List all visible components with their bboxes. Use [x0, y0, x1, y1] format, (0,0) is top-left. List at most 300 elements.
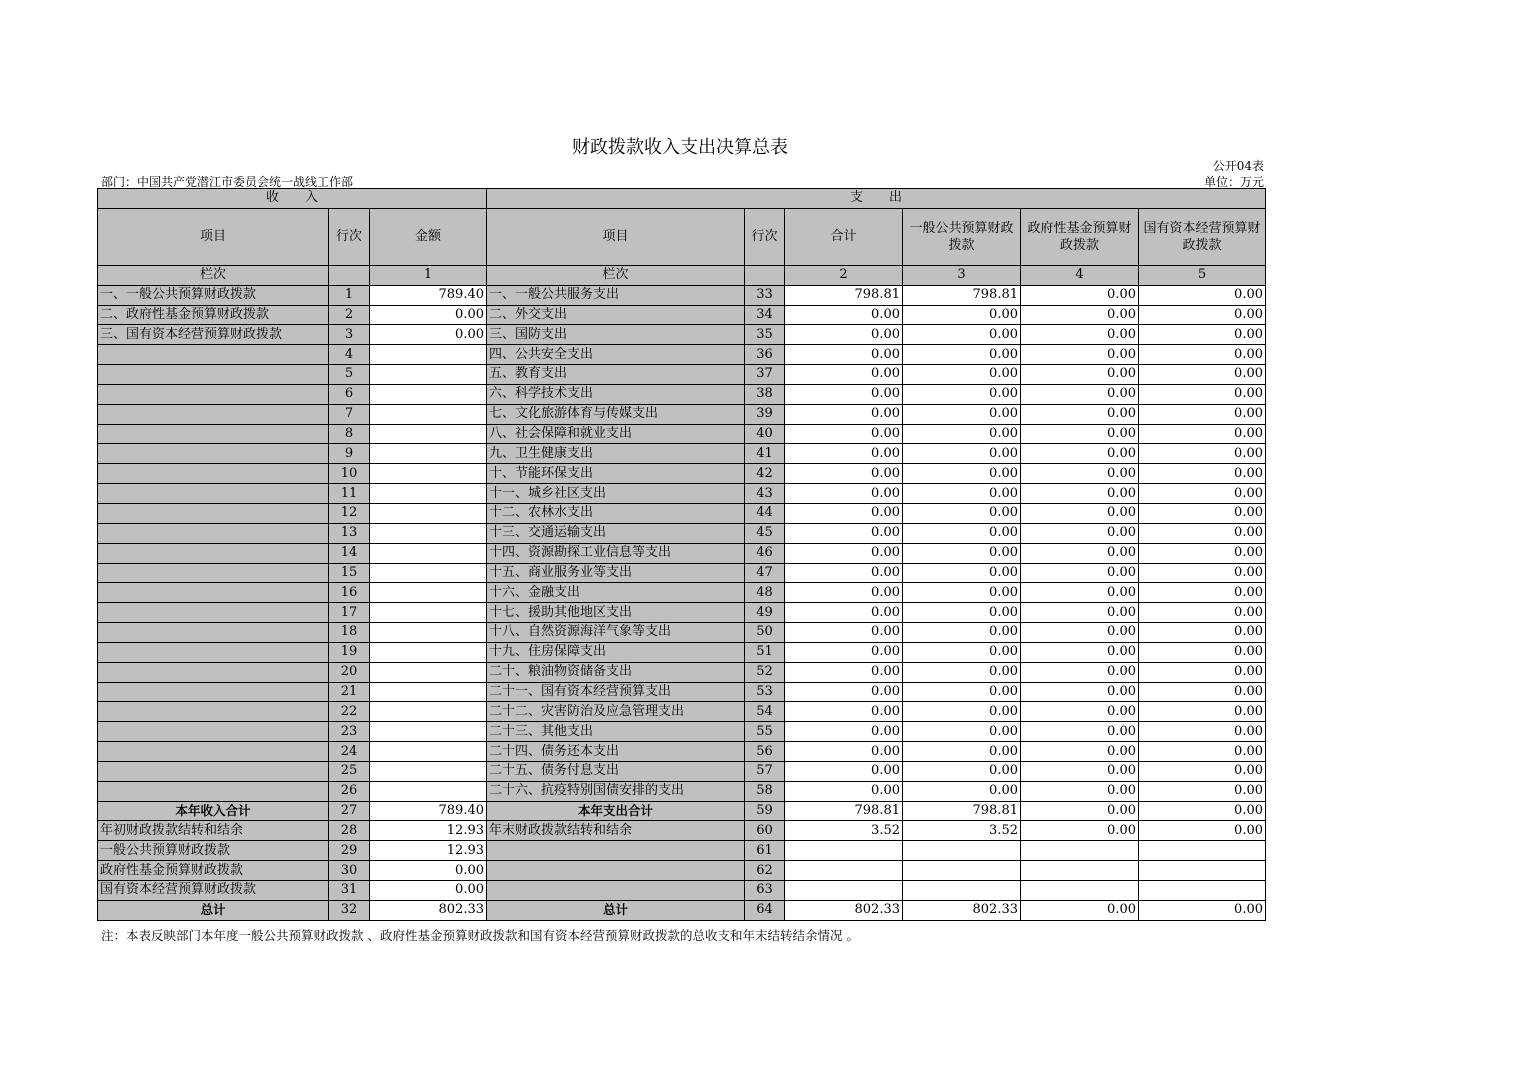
- expense-general-budget: 0.00: [903, 781, 1021, 801]
- expense-row-no: 61: [745, 841, 785, 861]
- table-row: [98, 424, 1266, 444]
- expense-item: 二十四、债务还本支出: [487, 742, 745, 762]
- expense-item: [487, 881, 745, 901]
- summary-row: [98, 861, 1266, 881]
- expense-item: 十六、金融支出: [487, 583, 745, 603]
- income-amount: [370, 781, 487, 801]
- income-amount: [370, 623, 487, 643]
- expense-gov-fund: 0.00: [1021, 583, 1139, 603]
- expense-total: 0.00: [785, 642, 903, 662]
- col-header-expense-row-no: 行次: [745, 208, 785, 265]
- income-amount: [370, 384, 487, 404]
- income-row-no: 16: [329, 583, 370, 603]
- expense-total: 3.52: [785, 821, 903, 841]
- income-amount: [370, 404, 487, 424]
- expense-general-budget: 0.00: [903, 722, 1021, 742]
- expense-gov-fund: 0.00: [1021, 484, 1139, 504]
- expense-gov-fund: 0.00: [1021, 821, 1139, 841]
- expense-row-no: 33: [745, 285, 785, 305]
- income-amount: 802.33: [370, 900, 487, 920]
- income-row-no: 14: [329, 543, 370, 563]
- expense-general-budget: 0.00: [903, 365, 1021, 385]
- income-amount: [370, 345, 487, 365]
- expense-row-no: 63: [745, 881, 785, 901]
- expense-item: 总计: [487, 900, 745, 920]
- expense-row-no: 54: [745, 702, 785, 722]
- table-row: [98, 642, 1266, 662]
- expense-general-budget: 0.00: [903, 523, 1021, 543]
- expense-total: [785, 841, 903, 861]
- expense-item: 四、公共安全支出: [487, 345, 745, 365]
- expense-general-budget: 0.00: [903, 603, 1021, 623]
- expense-row-no: 62: [745, 861, 785, 881]
- income-item: 本年收入合计: [98, 801, 329, 821]
- income-item: 一、一般公共预算财政拨款: [98, 285, 329, 305]
- income-row-no: 25: [329, 761, 370, 781]
- expense-total: 802.33: [785, 900, 903, 920]
- expense-row-no: 42: [745, 464, 785, 484]
- expense-item: 年末财政拨款结转和结余: [487, 821, 745, 841]
- expense-row-no: 60: [745, 821, 785, 841]
- table-row: [98, 682, 1266, 702]
- expense-row-no: 36: [745, 345, 785, 365]
- income-item: [98, 761, 329, 781]
- section-header-row: [98, 189, 1266, 209]
- table-row: [98, 404, 1266, 424]
- expense-total: 0.00: [785, 761, 903, 781]
- expense-general-budget: 0.00: [903, 583, 1021, 603]
- col-header-income-item: 项目: [98, 208, 329, 265]
- expense-total: 0.00: [785, 662, 903, 682]
- income-amount: [370, 603, 487, 623]
- income-amount: [370, 484, 487, 504]
- income-row-no: 15: [329, 563, 370, 583]
- expense-total: 0.00: [785, 603, 903, 623]
- summary-row: [98, 900, 1266, 920]
- expense-general-budget: 0.00: [903, 424, 1021, 444]
- income-item: [98, 642, 329, 662]
- table-row: [98, 722, 1266, 742]
- income-item: [98, 662, 329, 682]
- income-amount: 12.93: [370, 841, 487, 861]
- column-index-4: 4: [1021, 265, 1139, 285]
- expense-general-budget: 0.00: [903, 662, 1021, 682]
- expense-item: 一、一般公共服务支出: [487, 285, 745, 305]
- income-item: 三、国有资本经营预算财政拨款: [98, 325, 329, 345]
- expense-item: 十四、资源勘探工业信息等支出: [487, 543, 745, 563]
- table-row: [98, 384, 1266, 404]
- income-amount: 789.40: [370, 285, 487, 305]
- income-row-no: 7: [329, 404, 370, 424]
- expense-item: 八、社会保障和就业支出: [487, 424, 745, 444]
- expense-gov-fund: 0.00: [1021, 563, 1139, 583]
- expense-total: [785, 881, 903, 901]
- expense-row-no: 41: [745, 444, 785, 464]
- expense-row-no: 59: [745, 801, 785, 821]
- expense-gov-fund: [1021, 841, 1139, 861]
- expense-row-no: 53: [745, 682, 785, 702]
- expense-state-capital: 0.00: [1139, 821, 1266, 841]
- expense-row-no: 47: [745, 563, 785, 583]
- expense-row-no: 49: [745, 603, 785, 623]
- expense-state-capital: [1139, 881, 1266, 901]
- income-row-no: 17: [329, 603, 370, 623]
- income-row-no: 22: [329, 702, 370, 722]
- column-index-blank: [745, 265, 785, 285]
- table-body: [98, 285, 1266, 920]
- income-item: [98, 583, 329, 603]
- income-item: 国有资本经营预算财政拨款: [98, 881, 329, 901]
- expense-general-budget: 0.00: [903, 563, 1021, 583]
- expense-gov-fund: 0.00: [1021, 464, 1139, 484]
- expense-gov-fund: 0.00: [1021, 662, 1139, 682]
- income-amount: [370, 563, 487, 583]
- expense-gov-fund: 0.00: [1021, 722, 1139, 742]
- expense-general-budget: 798.81: [903, 285, 1021, 305]
- expense-gov-fund: 0.00: [1021, 761, 1139, 781]
- expense-row-no: 43: [745, 484, 785, 504]
- income-amount: 0.00: [370, 325, 487, 345]
- expense-gov-fund: 0.00: [1021, 682, 1139, 702]
- table-row: [98, 325, 1266, 345]
- column-index-label: 栏次: [98, 265, 329, 285]
- expense-row-no: 34: [745, 305, 785, 325]
- expense-row-no: 56: [745, 742, 785, 762]
- income-amount: [370, 722, 487, 742]
- income-item: [98, 781, 329, 801]
- income-amount: 0.00: [370, 305, 487, 325]
- expense-state-capital: 0.00: [1139, 781, 1266, 801]
- expense-state-capital: 0.00: [1139, 285, 1266, 305]
- expense-general-budget: 0.00: [903, 384, 1021, 404]
- expense-total: [785, 861, 903, 881]
- income-amount: [370, 583, 487, 603]
- expense-total: 0.00: [785, 742, 903, 762]
- expense-gov-fund: 0.00: [1021, 365, 1139, 385]
- income-row-no: 2: [329, 305, 370, 325]
- col-header-total: 合计: [785, 208, 903, 265]
- expense-gov-fund: 0.00: [1021, 285, 1139, 305]
- expense-state-capital: 0.00: [1139, 603, 1266, 623]
- expense-gov-fund: [1021, 881, 1139, 901]
- income-amount: [370, 543, 487, 563]
- table-row: [98, 623, 1266, 643]
- unit-label: 单位：万元: [1203, 175, 1264, 189]
- expense-total: 0.00: [785, 682, 903, 702]
- expense-item: 二十六、抗疫特别国债安排的支出: [487, 781, 745, 801]
- expense-total: 798.81: [785, 285, 903, 305]
- expense-row-no: 37: [745, 365, 785, 385]
- expense-state-capital: 0.00: [1139, 742, 1266, 762]
- expense-gov-fund: 0.00: [1021, 543, 1139, 563]
- expense-general-budget: 0.00: [903, 464, 1021, 484]
- expense-total: 0.00: [785, 702, 903, 722]
- income-row-no: 18: [329, 623, 370, 643]
- expense-gov-fund: 0.00: [1021, 345, 1139, 365]
- expense-row-no: 50: [745, 623, 785, 643]
- expense-general-budget: 798.81: [903, 801, 1021, 821]
- expense-gov-fund: 0.00: [1021, 444, 1139, 464]
- expense-row-no: 48: [745, 583, 785, 603]
- expense-gov-fund: 0.00: [1021, 325, 1139, 345]
- income-row-no: 23: [329, 722, 370, 742]
- expense-total: 0.00: [785, 781, 903, 801]
- income-amount: [370, 444, 487, 464]
- table-row: [98, 742, 1266, 762]
- budget-table: [97, 188, 1266, 921]
- form-code: 公开04表: [1212, 159, 1264, 173]
- expense-general-budget: 0.00: [903, 543, 1021, 563]
- expense-gov-fund: 0.00: [1021, 404, 1139, 424]
- income-amount: 789.40: [370, 801, 487, 821]
- expense-gov-fund: 0.00: [1021, 603, 1139, 623]
- expense-state-capital: 0.00: [1139, 682, 1266, 702]
- expense-item: [487, 841, 745, 861]
- expense-state-capital: 0.00: [1139, 305, 1266, 325]
- income-amount: 0.00: [370, 861, 487, 881]
- expense-state-capital: 0.00: [1139, 384, 1266, 404]
- expense-row-no: 57: [745, 761, 785, 781]
- expense-state-capital: 0.00: [1139, 583, 1266, 603]
- income-row-no: 21: [329, 682, 370, 702]
- page-title: 财政拨款收入支出决算总表: [572, 137, 788, 158]
- income-item: [98, 623, 329, 643]
- expense-item: 十八、自然资源海洋气象等支出: [487, 623, 745, 643]
- table-row: [98, 603, 1266, 623]
- expense-total: 0.00: [785, 484, 903, 504]
- income-item: [98, 742, 329, 762]
- expense-state-capital: 0.00: [1139, 801, 1266, 821]
- expense-state-capital: 0.00: [1139, 662, 1266, 682]
- col-header-amount: 金额: [370, 208, 487, 265]
- income-item: 年初财政拨款结转和结余: [98, 821, 329, 841]
- expense-state-capital: 0.00: [1139, 543, 1266, 563]
- income-row-no: 11: [329, 484, 370, 504]
- expense-item: 十二、农林水支出: [487, 503, 745, 523]
- expense-general-budget: 0.00: [903, 345, 1021, 365]
- income-row-no: 27: [329, 801, 370, 821]
- income-item: [98, 563, 329, 583]
- table-row: [98, 563, 1266, 583]
- expense-item: 六、科学技术支出: [487, 384, 745, 404]
- expense-total: 0.00: [785, 365, 903, 385]
- expense-item: 二十五、债务付息支出: [487, 761, 745, 781]
- expense-state-capital: 0.00: [1139, 464, 1266, 484]
- expense-gov-fund: 0.00: [1021, 384, 1139, 404]
- expense-row-no: 46: [745, 543, 785, 563]
- income-amount: [370, 365, 487, 385]
- income-row-no: 4: [329, 345, 370, 365]
- expense-general-budget: 0.00: [903, 623, 1021, 643]
- expense-gov-fund: 0.00: [1021, 305, 1139, 325]
- expense-total: 0.00: [785, 404, 903, 424]
- expense-item: 二十、粮油物资储备支出: [487, 662, 745, 682]
- expense-row-no: 51: [745, 642, 785, 662]
- income-row-no: 28: [329, 821, 370, 841]
- expense-row-no: 58: [745, 781, 785, 801]
- income-amount: [370, 761, 487, 781]
- income-row-no: 6: [329, 384, 370, 404]
- expense-state-capital: 0.00: [1139, 702, 1266, 722]
- table-row: [98, 702, 1266, 722]
- income-amount: 12.93: [370, 821, 487, 841]
- expense-state-capital: 0.00: [1139, 503, 1266, 523]
- income-row-no: 31: [329, 881, 370, 901]
- expense-state-capital: 0.00: [1139, 523, 1266, 543]
- income-item: [98, 543, 329, 563]
- table-row: [98, 781, 1266, 801]
- expense-total: 798.81: [785, 801, 903, 821]
- expense-item: 三、国防支出: [487, 325, 745, 345]
- income-item: [98, 603, 329, 623]
- table-row: [98, 444, 1266, 464]
- income-item: [98, 503, 329, 523]
- expense-general-budget: [903, 841, 1021, 861]
- expense-general-budget: 0.00: [903, 444, 1021, 464]
- expense-row-no: 38: [745, 384, 785, 404]
- income-item: 一般公共预算财政拨款: [98, 841, 329, 861]
- expense-total: 0.00: [785, 623, 903, 643]
- expense-total: 0.00: [785, 722, 903, 742]
- col-header-gov-fund: 政府性基金预算财政拨款: [1021, 208, 1139, 265]
- expense-total: 0.00: [785, 543, 903, 563]
- expense-item: 十七、援助其他地区支出: [487, 603, 745, 623]
- income-item: [98, 365, 329, 385]
- table-row: [98, 484, 1266, 504]
- income-amount: [370, 523, 487, 543]
- expense-gov-fund: 0.00: [1021, 801, 1139, 821]
- expense-general-budget: 0.00: [903, 742, 1021, 762]
- income-item: [98, 702, 329, 722]
- expense-item: 十三、交通运输支出: [487, 523, 745, 543]
- expense-gov-fund: 0.00: [1021, 424, 1139, 444]
- expense-total: 0.00: [785, 563, 903, 583]
- income-item: [98, 722, 329, 742]
- table-row: [98, 503, 1266, 523]
- income-amount: [370, 742, 487, 762]
- expense-row-no: 45: [745, 523, 785, 543]
- expense-item: 七、文化旅游体育与传媒支出: [487, 404, 745, 424]
- expense-general-budget: 0.00: [903, 503, 1021, 523]
- expense-state-capital: 0.00: [1139, 325, 1266, 345]
- expense-row-no: 40: [745, 424, 785, 444]
- expense-state-capital: [1139, 861, 1266, 881]
- summary-row: [98, 801, 1266, 821]
- income-row-no: 20: [329, 662, 370, 682]
- expense-gov-fund: 0.00: [1021, 503, 1139, 523]
- col-header-income-row-no: 行次: [329, 208, 370, 265]
- expense-item: 二十二、灾害防治及应急管理支出: [487, 702, 745, 722]
- income-amount: [370, 702, 487, 722]
- expense-item: 十一、城乡社区支出: [487, 484, 745, 504]
- expense-general-budget: [903, 861, 1021, 881]
- income-row-no: 13: [329, 523, 370, 543]
- expense-total: 0.00: [785, 444, 903, 464]
- income-item: [98, 424, 329, 444]
- col-header-general-budget: 一般公共预算财政拨款: [903, 208, 1021, 265]
- expense-total: 0.00: [785, 345, 903, 365]
- expense-total: 0.00: [785, 583, 903, 603]
- expense-general-budget: 802.33: [903, 900, 1021, 920]
- summary-row: [98, 821, 1266, 841]
- expense-total: 0.00: [785, 523, 903, 543]
- income-row-no: 29: [329, 841, 370, 861]
- table-row: [98, 523, 1266, 543]
- expense-gov-fund: 0.00: [1021, 623, 1139, 643]
- table-row: [98, 583, 1266, 603]
- expense-general-budget: 0.00: [903, 642, 1021, 662]
- expense-item: 十五、商业服务业等支出: [487, 563, 745, 583]
- income-row-no: 12: [329, 503, 370, 523]
- expense-state-capital: 0.00: [1139, 563, 1266, 583]
- expense-item: 二十一、国有资本经营预算支出: [487, 682, 745, 702]
- income-row-no: 5: [329, 365, 370, 385]
- column-index-label: 栏次: [487, 265, 745, 285]
- expense-state-capital: 0.00: [1139, 623, 1266, 643]
- expense-general-budget: 0.00: [903, 325, 1021, 345]
- income-row-no: 30: [329, 861, 370, 881]
- expense-general-budget: 0.00: [903, 702, 1021, 722]
- column-index-3: 3: [903, 265, 1021, 285]
- footnote: 注：本表反映部门本年度一般公共预算财政拨款 、政府性基金预算财政拨款和国有资本经营预算财政拨款的总收支和年末结转结余情况 。: [101, 928, 859, 943]
- income-item: [98, 484, 329, 504]
- expense-total: 0.00: [785, 325, 903, 345]
- income-row-no: 26: [329, 781, 370, 801]
- expense-state-capital: [1139, 841, 1266, 861]
- income-amount: [370, 642, 487, 662]
- table-row: [98, 365, 1266, 385]
- expense-gov-fund: 0.00: [1021, 781, 1139, 801]
- expense-item: 九、卫生健康支出: [487, 444, 745, 464]
- column-index-blank: [329, 265, 370, 285]
- expense-gov-fund: 0.00: [1021, 523, 1139, 543]
- expense-state-capital: 0.00: [1139, 900, 1266, 920]
- expense-general-budget: 0.00: [903, 761, 1021, 781]
- col-header-expense-item: 项目: [487, 208, 745, 265]
- income-amount: [370, 682, 487, 702]
- income-amount: [370, 464, 487, 484]
- expense-general-budget: 0.00: [903, 404, 1021, 424]
- income-row-no: 3: [329, 325, 370, 345]
- table-row: [98, 305, 1266, 325]
- expense-row-no: 35: [745, 325, 785, 345]
- income-row-no: 10: [329, 464, 370, 484]
- table-row: [98, 345, 1266, 365]
- expense-section-header: 支 出: [487, 189, 1266, 209]
- summary-row: [98, 841, 1266, 861]
- expense-state-capital: 0.00: [1139, 444, 1266, 464]
- income-row-no: 9: [329, 444, 370, 464]
- income-amount: [370, 503, 487, 523]
- expense-total: 0.00: [785, 384, 903, 404]
- income-item: [98, 682, 329, 702]
- expense-state-capital: 0.00: [1139, 424, 1266, 444]
- expense-state-capital: 0.00: [1139, 722, 1266, 742]
- income-item: 二、政府性基金预算财政拨款: [98, 305, 329, 325]
- expense-item: 十、节能环保支出: [487, 464, 745, 484]
- income-amount: 0.00: [370, 881, 487, 901]
- income-row-no: 24: [329, 742, 370, 762]
- expense-state-capital: 0.00: [1139, 484, 1266, 504]
- column-header-row: [98, 208, 1266, 265]
- expense-state-capital: 0.00: [1139, 345, 1266, 365]
- income-section-header: 收 入: [98, 189, 487, 209]
- income-item: [98, 345, 329, 365]
- income-item: 政府性基金预算财政拨款: [98, 861, 329, 881]
- expense-state-capital: 0.00: [1139, 642, 1266, 662]
- col-header-state-capital: 国有资本经营预算财政拨款: [1139, 208, 1266, 265]
- expense-row-no: 52: [745, 662, 785, 682]
